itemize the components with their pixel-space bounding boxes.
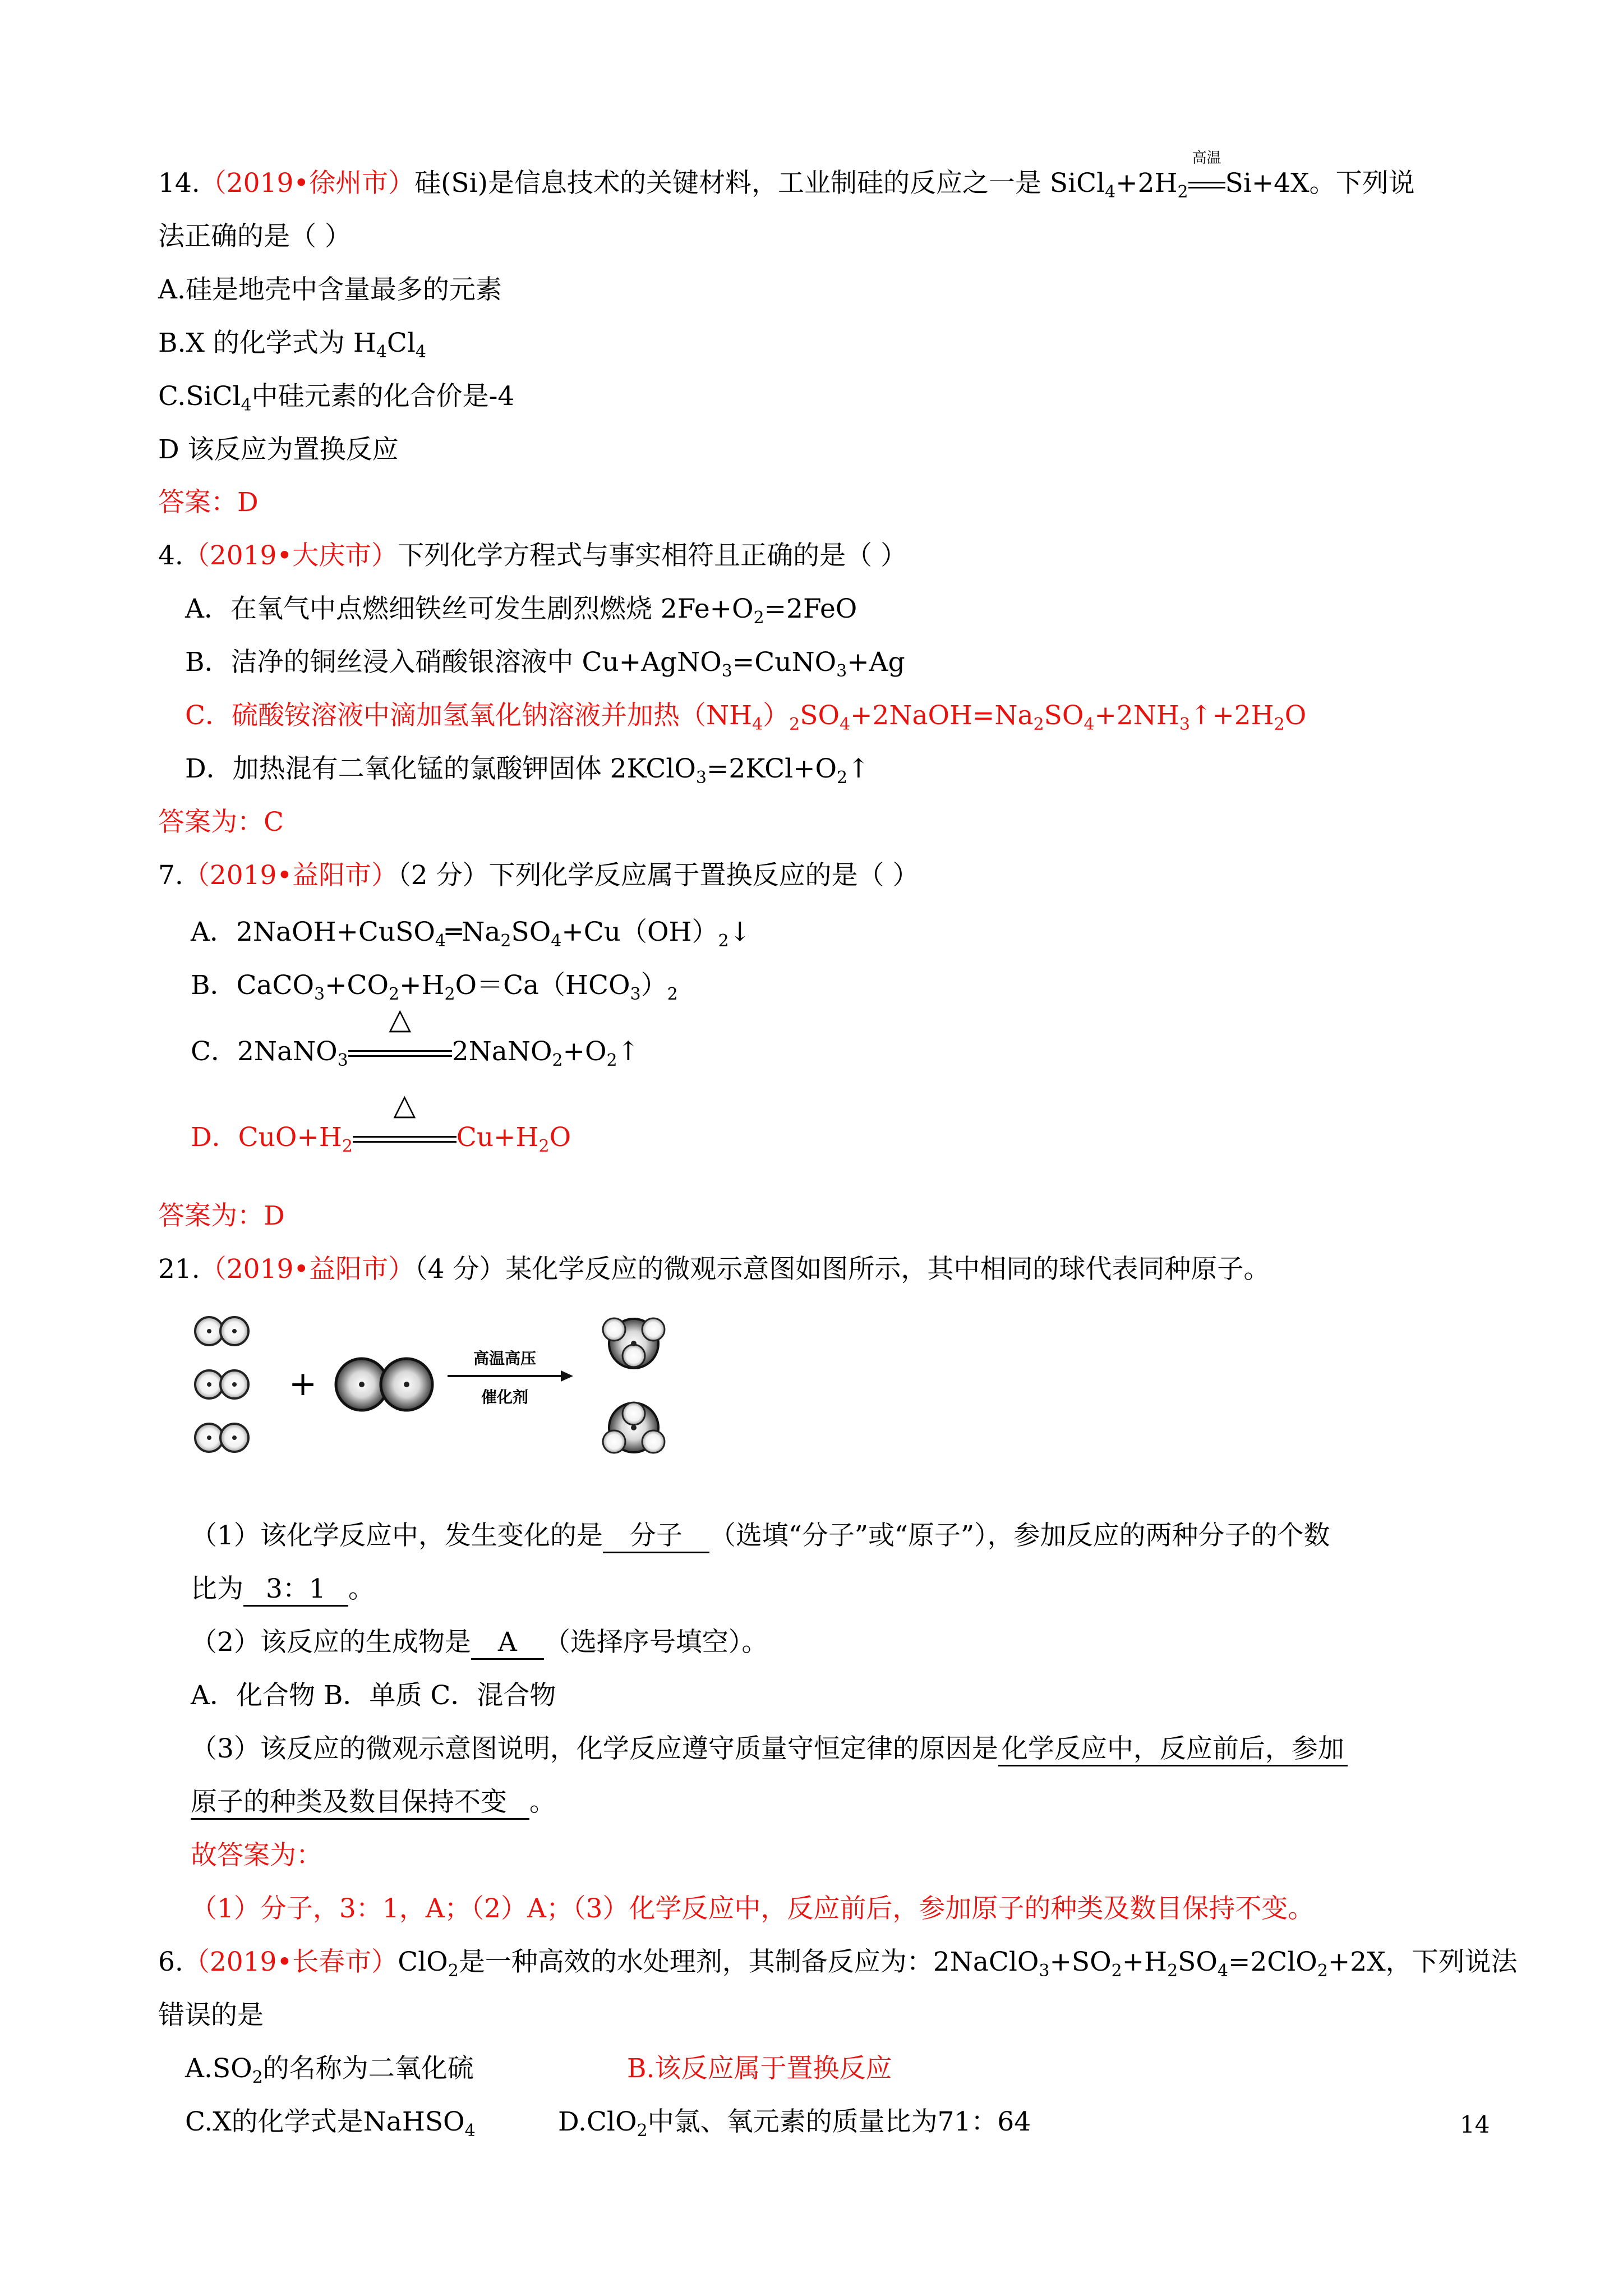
q21-answer: （1）分子，3：1，A；（2）A；（3）化学反应中，反应前后，参加原子的种类及数目保持不变。 [191,1893,1315,1924]
q14-option-d: D 该反应为置换反应 [158,434,399,465]
q6-source: （2019•长春市） [183,1947,398,1977]
page-number: 14 [1460,2111,1490,2138]
heat-triangle-icon: △ [393,1088,416,1122]
q14-stem-line2: 法正确的是（ ） [158,221,351,252]
q4-option-b: B．洁净的铜丝浸入硝酸银溶液中 Cu+AgNO$_3$=CuNO$_3$+Ag [185,647,905,681]
q21-micro-diagram [191,1310,707,1478]
q7-stem: 7.（2019•益阳市）（2 分）下列化学反应属于置换反应的是（ ） [158,860,919,891]
q7-option-a: A．$2NaOH+CuSO_4═Na_2SO_4+Cu(OH)_2↓$ [191,917,751,951]
q4-source: （2019•大庆市） [183,540,398,571]
q6-option-b: B.该反应属于置换反应 [627,2053,892,2084]
q7-option-b: B．$CaCO_3+CO_2+H_2O=Ca(HCO_3)_2$ [191,970,678,1004]
q4-option-c: C．硫酸铵溶液中滴加氢氧化钠溶液并加热$(NH_4)_2SO_4+2NaOH=Na_2SO_4+2NH_3↑+2H_2O$ [185,700,1307,734]
q6-stem-line2: 错误的是 [158,2000,264,2031]
diagram-condition-bottom: 催化剂 [481,1388,529,1406]
reactant-molecule-a-group [195,1317,248,1452]
q21-blank-2: 3：1 [243,1573,348,1607]
q4-option-a: A．在氧气中点燃细铁丝可发生剧烈燃烧 $2Fe+O_2=2FeO$ [185,593,857,628]
q21-blank-4a: 化学反应中，反应前后，参加 [998,1733,1348,1766]
q14-source: （2019•徐州市） [200,168,415,199]
q4-stem: 4.（2019•大庆市）下列化学方程式与事实相符且正确的是（ ） [158,540,907,571]
q21-part3-line2: 原子的种类及数目保持不变 。 [191,1786,556,1820]
q6-option-d: D.ClO$_2$中氯、氧元素的质量比为71：64 [558,2106,1031,2141]
heat-triangle-icon: △ [389,1002,412,1036]
q21-part2: （2）该反应的生成物是 A （选择序号填空）。 [191,1626,768,1660]
q14-reaction-condition: 高温 [1188,167,1225,200]
reactant-molecule-b [336,1359,432,1410]
q21-part3-line1: （3）该反应的微观示意图说明，化学反应遵守质量守恒定律的原因是 化学反应中，反应前后，参加 [191,1732,1348,1766]
q21-source: （2019•益阳市） [200,1254,415,1285]
q6-stem-line1: 6.（2019•长春市）ClO$_2$是一种高效的水处理剂，其制备反应为：$2NaClO_3+SO_2+H_2SO_4=2ClO_2+2X$，下列说法 [158,1947,1518,1981]
q14-answer: 答案：D [158,487,259,518]
q21-blank-1: 分子 [603,1520,709,1553]
q7-heat-condition-c [348,1002,452,1069]
q4-answer: 答案为：C [158,807,284,838]
product-molecule-group [603,1318,665,1453]
q7-option-d: D．$CuO+H_2$ △ $Cu+H_2O$ [191,1088,571,1156]
q7-source: （2019•益阳市） [183,860,398,891]
diagram-plus-sign: + [288,1364,317,1404]
q7-option-c: C．2NaNO$_3$ △ $2NaNO_2+O_2↑$ [191,1002,639,1070]
q21-stem: 21.（2019•益阳市）（4 分）某化学反应的微观示意图如图所示，其中相同的球代表同种原子。 [158,1254,1270,1285]
q14-option-b: B.X 的化学式为 $H_4Cl_4$ [158,328,426,362]
q14-option-a: A.硅是地壳中含量最多的元素 [158,274,502,305]
q21-blank-3: A [471,1627,544,1660]
q7-answer: 答案为：D [158,1200,285,1231]
q6-option-c: C.X的化学式是NaHSO$_4$ [185,2106,476,2141]
q14-option-c: C.SiCl$_4$中硅元素的化合价是-4 [158,381,515,415]
q6-option-a: $A.SO_2$的名称为二氧化硫 [185,2053,474,2087]
q7-heat-condition-d [353,1088,457,1154]
q14-stem-line1: 14.（2019•徐州市）硅(Si)是信息技术的关键材料，工业制硅的反应之一是 $SiCl_4+2H_2$ 高温 Si+4X。下列说 [158,150,1415,202]
q21-part1-line2: 比为 3：1 。 [191,1572,375,1607]
q21-part1-line1: （1）该化学反应中，发生变化的是 分子 （选填“分子”或“原子”），参加反应的两种分子的个数 [191,1519,1330,1553]
diagram-condition-top: 高温高压 [473,1349,537,1368]
q4-option-d: D．加热混有二氧化锰的氯酸钾固体 $2KClO_3=2KCl+O_2↑$ [185,753,870,788]
q21-answer-label: 故答案为： [191,1840,322,1871]
q21-blank-4b: 原子的种类及数目保持不变 [191,1787,529,1820]
q21-part2-options: A．化合物 B．单质 C．混合物 [191,1680,556,1711]
